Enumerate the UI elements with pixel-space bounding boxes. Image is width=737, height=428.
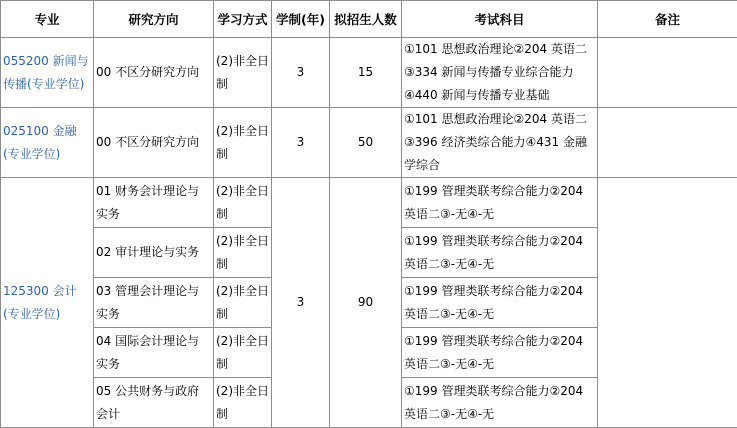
direction-cell: 05 公共财务与政府会计 — [94, 378, 214, 428]
quota-cell: 50 — [330, 108, 402, 178]
header-duration: 学制(年) — [272, 1, 330, 38]
subjects-cell: ①101 思想政治理论②204 英语二③396 经济类综合能力④431 金融学综合 — [402, 108, 598, 178]
major-cell[interactable]: 125300 会计(专业学位) — [1, 178, 94, 428]
table-row — [1, 178, 737, 228]
header-study-mode: 学习方式 — [214, 1, 272, 38]
study-mode-cell: (2)非全日制 — [214, 38, 272, 108]
study-mode-cell: (2)非全日制 — [214, 108, 272, 178]
direction-cell: 00 不区分研究方向 — [94, 38, 214, 108]
table-row — [1, 108, 737, 178]
direction-cell: 04 国际会计理论与实务 — [94, 328, 214, 378]
header-major: 专业 — [1, 1, 94, 38]
direction-cell: 02 审计理论与实务 — [94, 228, 214, 278]
duration-cell: 3 — [272, 178, 330, 428]
subjects-cell: ①199 管理类联考综合能力②204 英语二③-无④-无 — [402, 228, 598, 278]
subjects-cell: ①199 管理类联考综合能力②204 英语二③-无④-无 — [402, 378, 598, 428]
subjects-cell: ①199 管理类联考综合能力②204 英语二③-无④-无 — [402, 178, 598, 228]
remarks-cell — [598, 178, 737, 428]
header-remarks: 备注 — [598, 1, 737, 38]
quota-cell: 15 — [330, 38, 402, 108]
study-mode-cell: (2)非全日制 — [214, 278, 272, 328]
duration-cell: 3 — [272, 38, 330, 108]
quota-cell: 90 — [330, 178, 402, 428]
direction-cell: 01 财务会计理论与实务 — [94, 178, 214, 228]
remarks-cell — [598, 38, 737, 108]
study-mode-cell: (2)非全日制 — [214, 178, 272, 228]
major-cell[interactable]: 055200 新闻与传播(专业学位) — [1, 38, 94, 108]
subjects-cell: ①199 管理类联考综合能力②204 英语二③-无④-无 — [402, 328, 598, 378]
direction-cell: 03 管理会计理论与实务 — [94, 278, 214, 328]
study-mode-cell: (2)非全日制 — [214, 378, 272, 428]
header-subjects: 考试科目 — [402, 1, 598, 38]
table-row — [1, 38, 737, 108]
subjects-cell: ①101 思想政治理论②204 英语二③334 新闻与传播专业综合能力④440 新闻与传播专业基础 — [402, 38, 598, 108]
subjects-cell: ①199 管理类联考综合能力②204 英语二③-无④-无 — [402, 278, 598, 328]
header-row — [1, 1, 737, 38]
header-quota: 拟招生人数 — [330, 1, 402, 38]
study-mode-cell: (2)非全日制 — [214, 328, 272, 378]
major-cell[interactable]: 025100 金融(专业学位) — [1, 108, 94, 178]
header-direction: 研究方向 — [94, 1, 214, 38]
direction-cell: 00 不区分研究方向 — [94, 108, 214, 178]
study-mode-cell: (2)非全日制 — [214, 228, 272, 278]
remarks-cell — [598, 108, 737, 178]
duration-cell: 3 — [272, 108, 330, 178]
